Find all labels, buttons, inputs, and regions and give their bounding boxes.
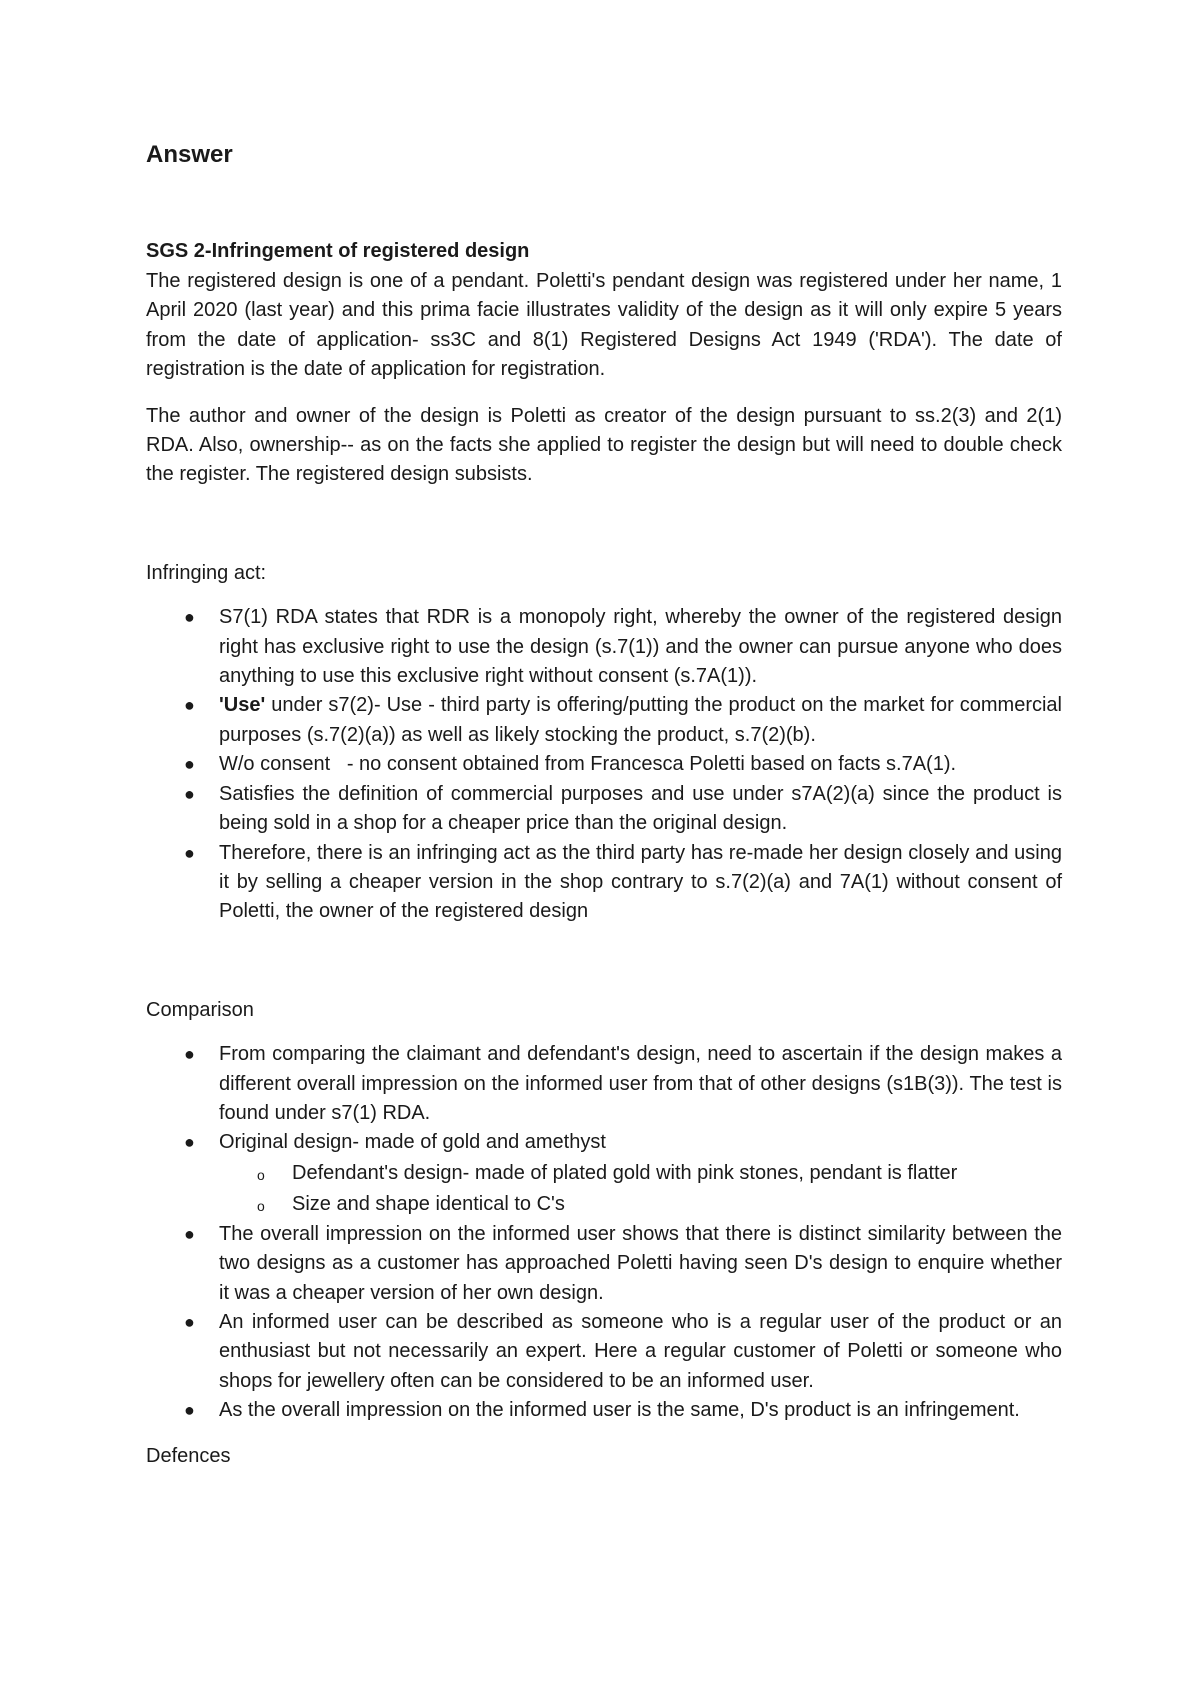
list-item: [146, 603, 1062, 691]
page-title: Answer: [146, 141, 233, 168]
intro-paragraph-2: The author and owner of the design is Poletti as creator of the design pursuant to ss.2(3) and 2(1) RDA. Also, ownership-- as on the facts she applied to register the design but will need to double check the register. The registered design subsists.: [146, 404, 1062, 486]
list-item-text: As the overall impression on the informed user is the same, D's product is an infringement.: [219, 1399, 1020, 1422]
bullet-icon: ●: [184, 1311, 195, 1332]
list-item: [146, 780, 1062, 839]
sub-list-item: [219, 1189, 1062, 1220]
list-item-text: The overall impression on the informed user shows that there is distinct similarity between the two designs as a customer has approached Poletti having seen D's design to enquire whether it was a cheaper version of her own design.: [219, 1222, 1062, 1304]
list-item: [146, 1308, 1062, 1396]
list-item: [146, 750, 1062, 779]
hollow-bullet-icon: o: [257, 1197, 265, 1214]
bullet-icon: ●: [184, 1132, 195, 1153]
defences-label: Defences: [146, 1444, 231, 1467]
list-item-text: W/o consent - no consent obtained from Francesca Poletti based on facts s.7A(1).: [219, 753, 957, 776]
list-item-text: From comparing the claimant and defendant's design, need to ascertain if the design makes a different overall impression on the informed user from that of other designs (s1B(3)). The test is found under s7(1) RDA.: [219, 1043, 1062, 1124]
list-item-text: Therefore, there is an infringing act as the third party has re-made her design closely and using it by selling a cheaper version in the shop contrary to s.7(2)(a) and 7A(1) without consent of Poletti, the owner of the registered design: [219, 841, 1062, 923]
list-item-text: S7(1) RDA states that RDR is a monopoly right, whereby the owner of the registered design right has exclusive right to use the design (s.7(1)) and the owner can pursue anyone who does anything to use this exclusive right without consent (s.7A(1)).: [219, 606, 1062, 688]
list-item: [146, 1396, 1062, 1425]
list-item-bold-term: 'Use': [219, 694, 266, 717]
sub-list-item: [219, 1158, 1062, 1189]
intro-paragraph-1: The registered design is one of a pendant. Poletti's pendant design was registered under her name, 1 April 2020 (last year) and this prima facie illustrates validity of the design as it will only expire 5 years from the date of application- ss3C and 8(1) Registered Designs Act 1949 ('RDA'). The date of registration is the date of application for registration.: [146, 270, 1062, 381]
list-item: [146, 1040, 1062, 1128]
list-item-text: An informed user can be described as someone who is a regular user of the product or an enthusiast but not necessarily an expert. Here a regular customer of Poletti or someone who shops for jewellery often can be considered to be an informed user.: [219, 1310, 1062, 1392]
list-item: [146, 839, 1062, 927]
bullet-icon: ●: [184, 695, 195, 716]
bullet-icon: ●: [184, 1223, 195, 1244]
bullet-icon: ●: [184, 1400, 195, 1421]
list-item: [146, 691, 1062, 750]
bullet-icon: ●: [184, 607, 195, 628]
comparison-label: Comparison: [146, 998, 254, 1021]
bullet-icon: ●: [184, 842, 195, 863]
sub-list-item-text: Size and shape identical to C's: [292, 1192, 565, 1215]
document-page: [146, 140, 1062, 1471]
list-item-text: Original design- made of gold and amethyst: [219, 1131, 606, 1154]
list-item: [146, 1220, 1062, 1308]
infringing-act-list: [146, 603, 1062, 926]
infringing-act-label: Infringing act:: [146, 561, 267, 584]
list-item: [146, 1128, 1062, 1219]
bullet-icon: ●: [184, 754, 195, 775]
comparison-list: [146, 1040, 1062, 1425]
bullet-icon: ●: [184, 1044, 195, 1065]
sub-list: [219, 1158, 1062, 1220]
list-item-text: under s7(2)- Use - third party is offering/putting the product on the market for commercial purposes (s.7(2)(a)) as well as likely stocking the product, s.7(2)(b).: [219, 694, 1062, 746]
hollow-bullet-icon: o: [257, 1166, 265, 1183]
list-item-text: Satisfies the definition of commercial purposes and use under s7A(2)(a) since the product is being sold in a shop for a cheaper price than the original design.: [219, 782, 1062, 835]
bullet-icon: ●: [184, 783, 195, 804]
sub-list-item-text: Defendant's design- made of plated gold with pink stones, pendant is flatter: [292, 1161, 958, 1184]
section-heading: SGS 2-Infringement of registered design: [146, 240, 530, 262]
